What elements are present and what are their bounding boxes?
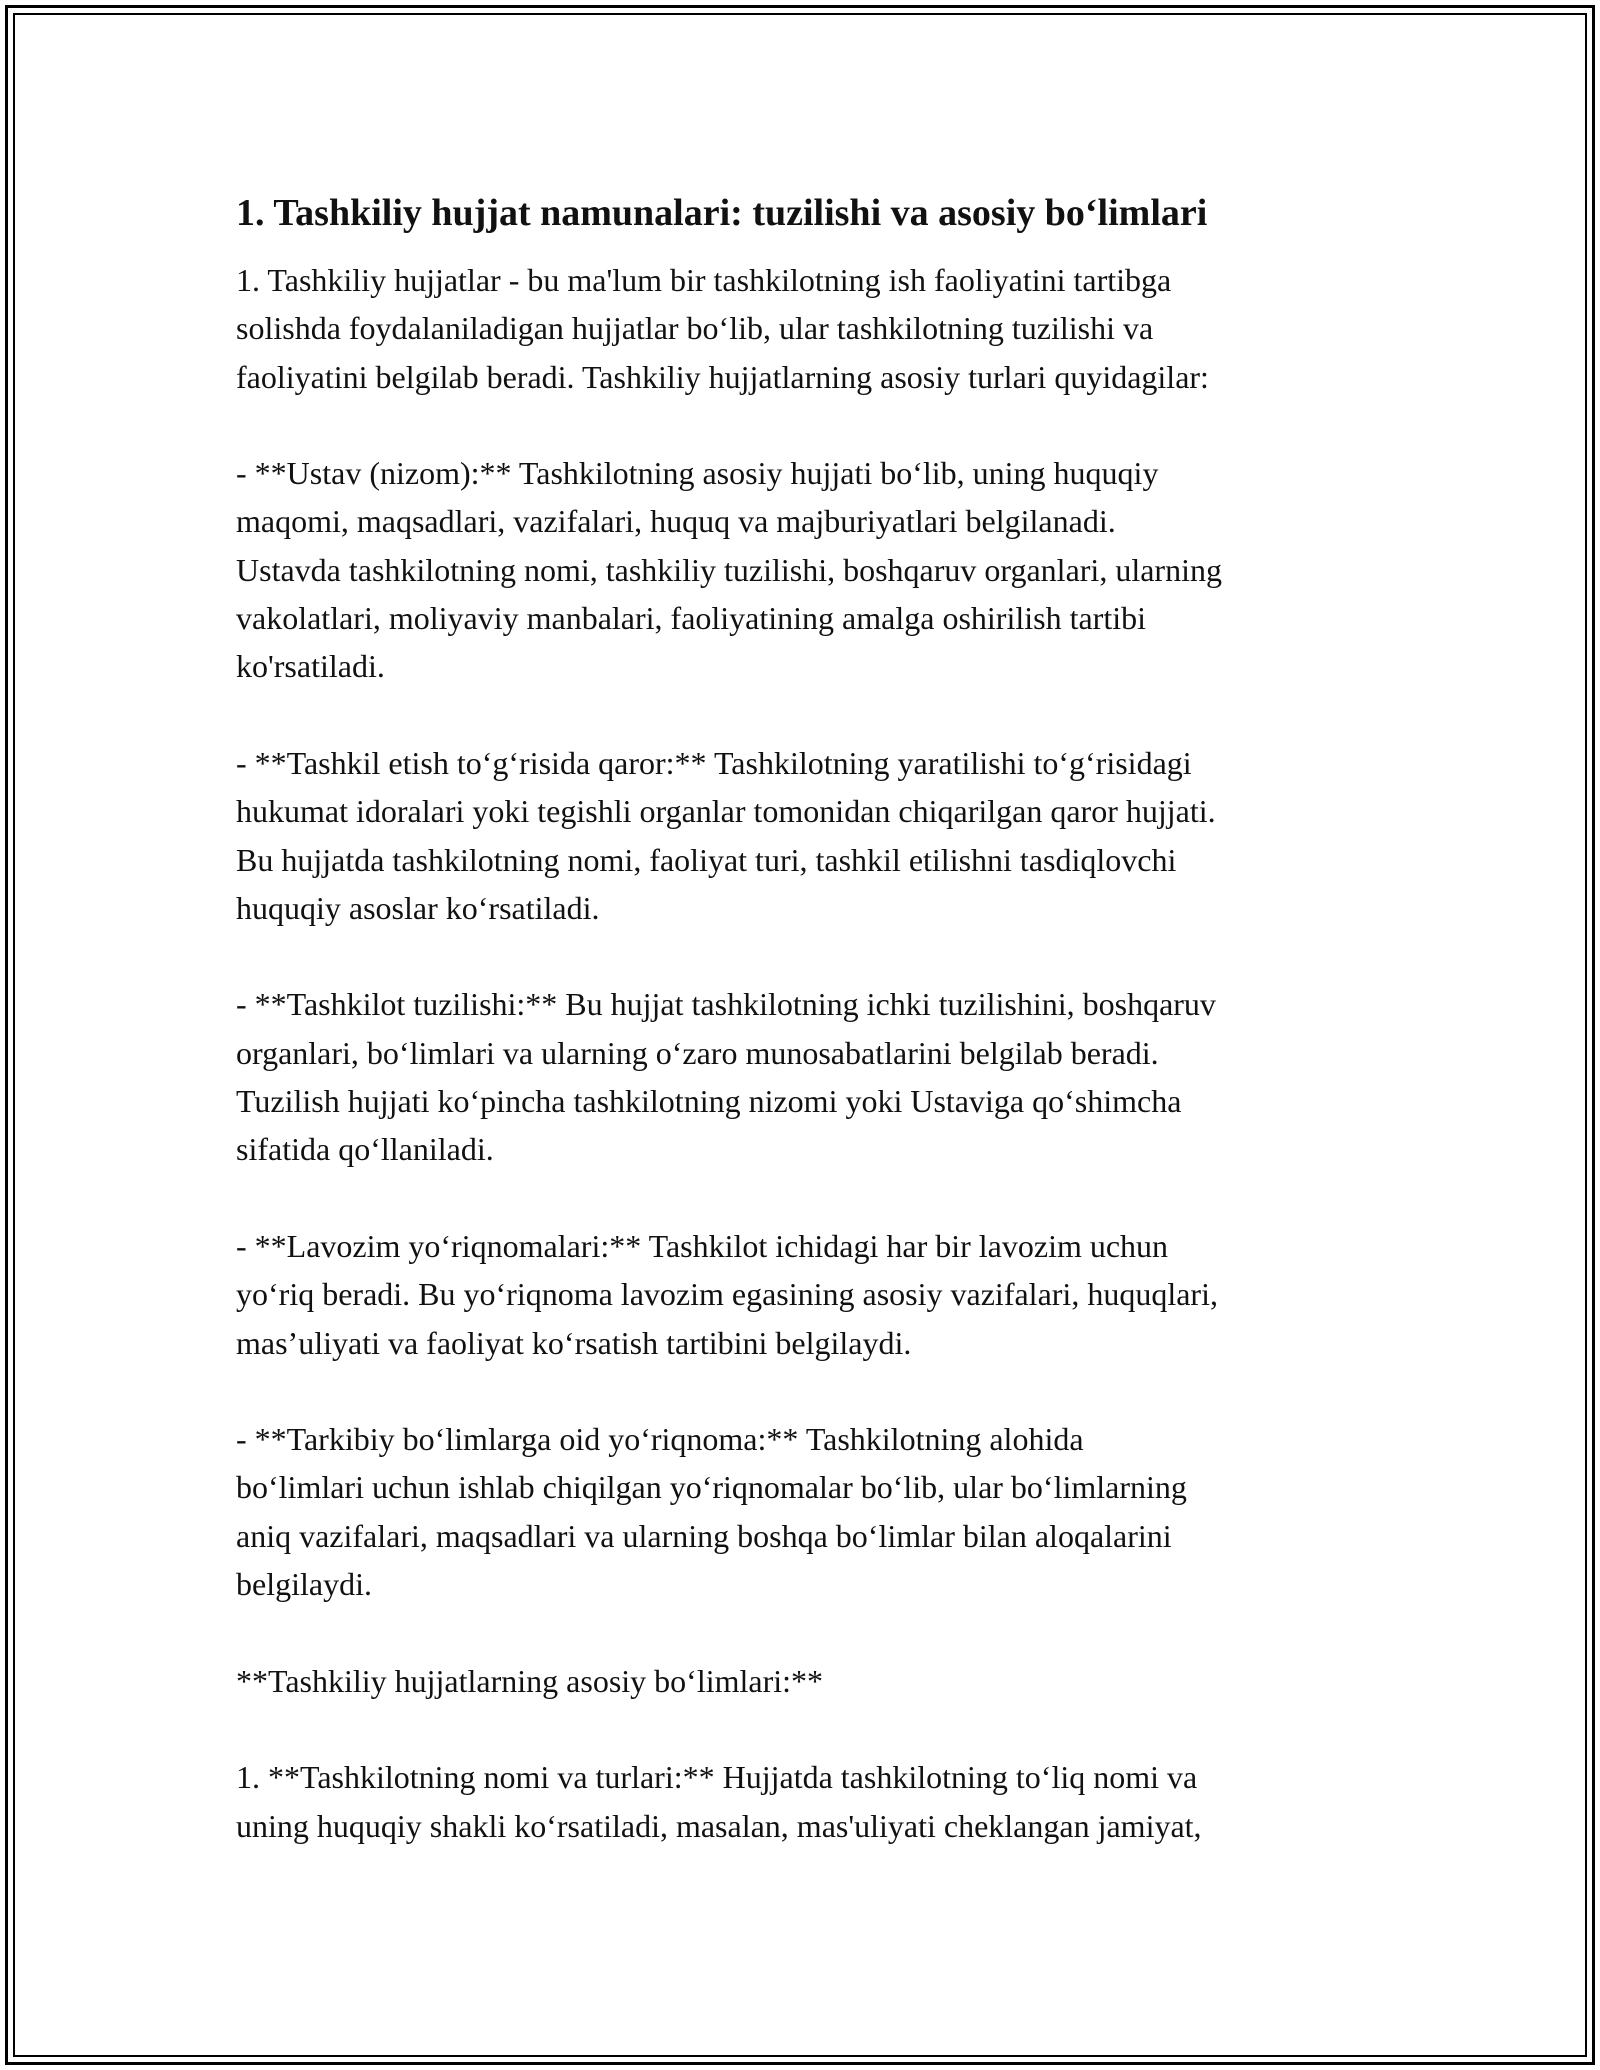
text-line: yo‘riq beradi. Bu yo‘riqnoma lavozim egasining asosiy vazifalari, huquqlari, (236, 1276, 1218, 1313)
text-line: **Tashkiliy hujjatlarning asosiy bo‘limlari:** (236, 1662, 824, 1699)
text-line: maqomi, maqsadlari, vazifalari, huquq va majburiyatlari belgilanadi. (236, 503, 1116, 540)
text-line: uning huquqiy shakli ko‘rsatiladi, masalan, mas'uliyati cheklangan jamiyat, (236, 1807, 1202, 1844)
paragraph (236, 256, 1386, 401)
document-heading: 1. Tashkiliy hujjat namunalari: tuzilishi va asosiy bo‘limlari (236, 192, 1208, 234)
text-line: - **Tashkilot tuzilishi:** Bu hujjat tashkilotning ichki tuzilishini, boshqaruv (236, 986, 1216, 1023)
paragraph (236, 1753, 1386, 1850)
text-line: huquqiy asoslar ko‘rsatiladi. (236, 889, 600, 926)
paragraph (236, 1415, 1386, 1608)
text-line: - **Tashkil etish to‘g‘risida qaror:** Tashkilotning yaratilishi to‘g‘risidagi (236, 744, 1192, 781)
text-line: Ustavda tashkilotning nomi, tashkiliy tuzilishi, boshqaruv organlari, ularning (236, 551, 1222, 588)
paragraph (236, 980, 1386, 1173)
text-line: - **Tarkibiy bo‘limlarga oid yo‘riqnoma:** Tashkilotning alohida (236, 1421, 1084, 1458)
text-line: - **Lavozim yo‘riqnomalari:** Tashkilot ichidagi har bir lavozim uchun (236, 1227, 1169, 1264)
paragraph (236, 449, 1386, 690)
text-line: belgilaydi. (236, 1566, 372, 1603)
text-line: - **Ustav (nizom):** Tashkilotning asosiy hujjati bo‘lib, uning huquqiy (236, 455, 1159, 492)
text-line: 1. Tashkiliy hujjatlar - bu ma'lum bir tashkilotning ish faoliyatini tartibga (236, 262, 1172, 298)
text-line: Bu hujjatda tashkilotning nomi, faoliyat turi, tashkil etilishni tasdiqlovchi (236, 841, 1177, 878)
text-line: organlari, bo‘limlari va ularning o‘zaro munosabatlarini belgilab beradi. (236, 1034, 1159, 1071)
document-body (236, 188, 1386, 1898)
text-line: vakolatlari, moliyaviy manbalari, faoliyatining amalga oshirilish tartibi (236, 600, 1146, 637)
text-line: solishda foydalaniladigan hujjatlar bo‘lib, ular tashkilotning tuzilishi va (236, 310, 1154, 347)
text-line: ko'rsatiladi. (236, 648, 385, 685)
text-line: hukumat idoralari yoki tegishli organlar tomonidan chiqarilgan qaror hujjati. (236, 793, 1216, 830)
text-line: aniq vazifalari, maqsadlari va ularning boshqa bo‘limlar bilan aloqalarini (236, 1517, 1172, 1554)
text-line: bo‘limlari uchun ishlab chiqilgan yo‘riqnomalar bo‘lib, ular bo‘limlarning (236, 1469, 1187, 1506)
paragraph (236, 1657, 1386, 1705)
text-line: Tuzilish hujjati ko‘pincha tashkilotning nizomi yoki Ustaviga qo‘shimcha (236, 1083, 1182, 1120)
text-line: 1. **Tashkilotning nomi va turlari:** Hujjatda tashkilotning to‘liq nomi va (236, 1759, 1198, 1796)
text-line: faoliyatini belgilab beradi. Tashkiliy hujjatlarning asosiy turlari quyidagilar: (236, 358, 1209, 395)
text-line: sifatida qo‘llaniladi. (236, 1131, 494, 1168)
paragraph (236, 1222, 1386, 1367)
text-line: mas’uliyati va faoliyat ko‘rsatish tartibini belgilaydi. (236, 1324, 912, 1361)
paragraph-list (236, 256, 1386, 1850)
paragraph (236, 739, 1386, 932)
